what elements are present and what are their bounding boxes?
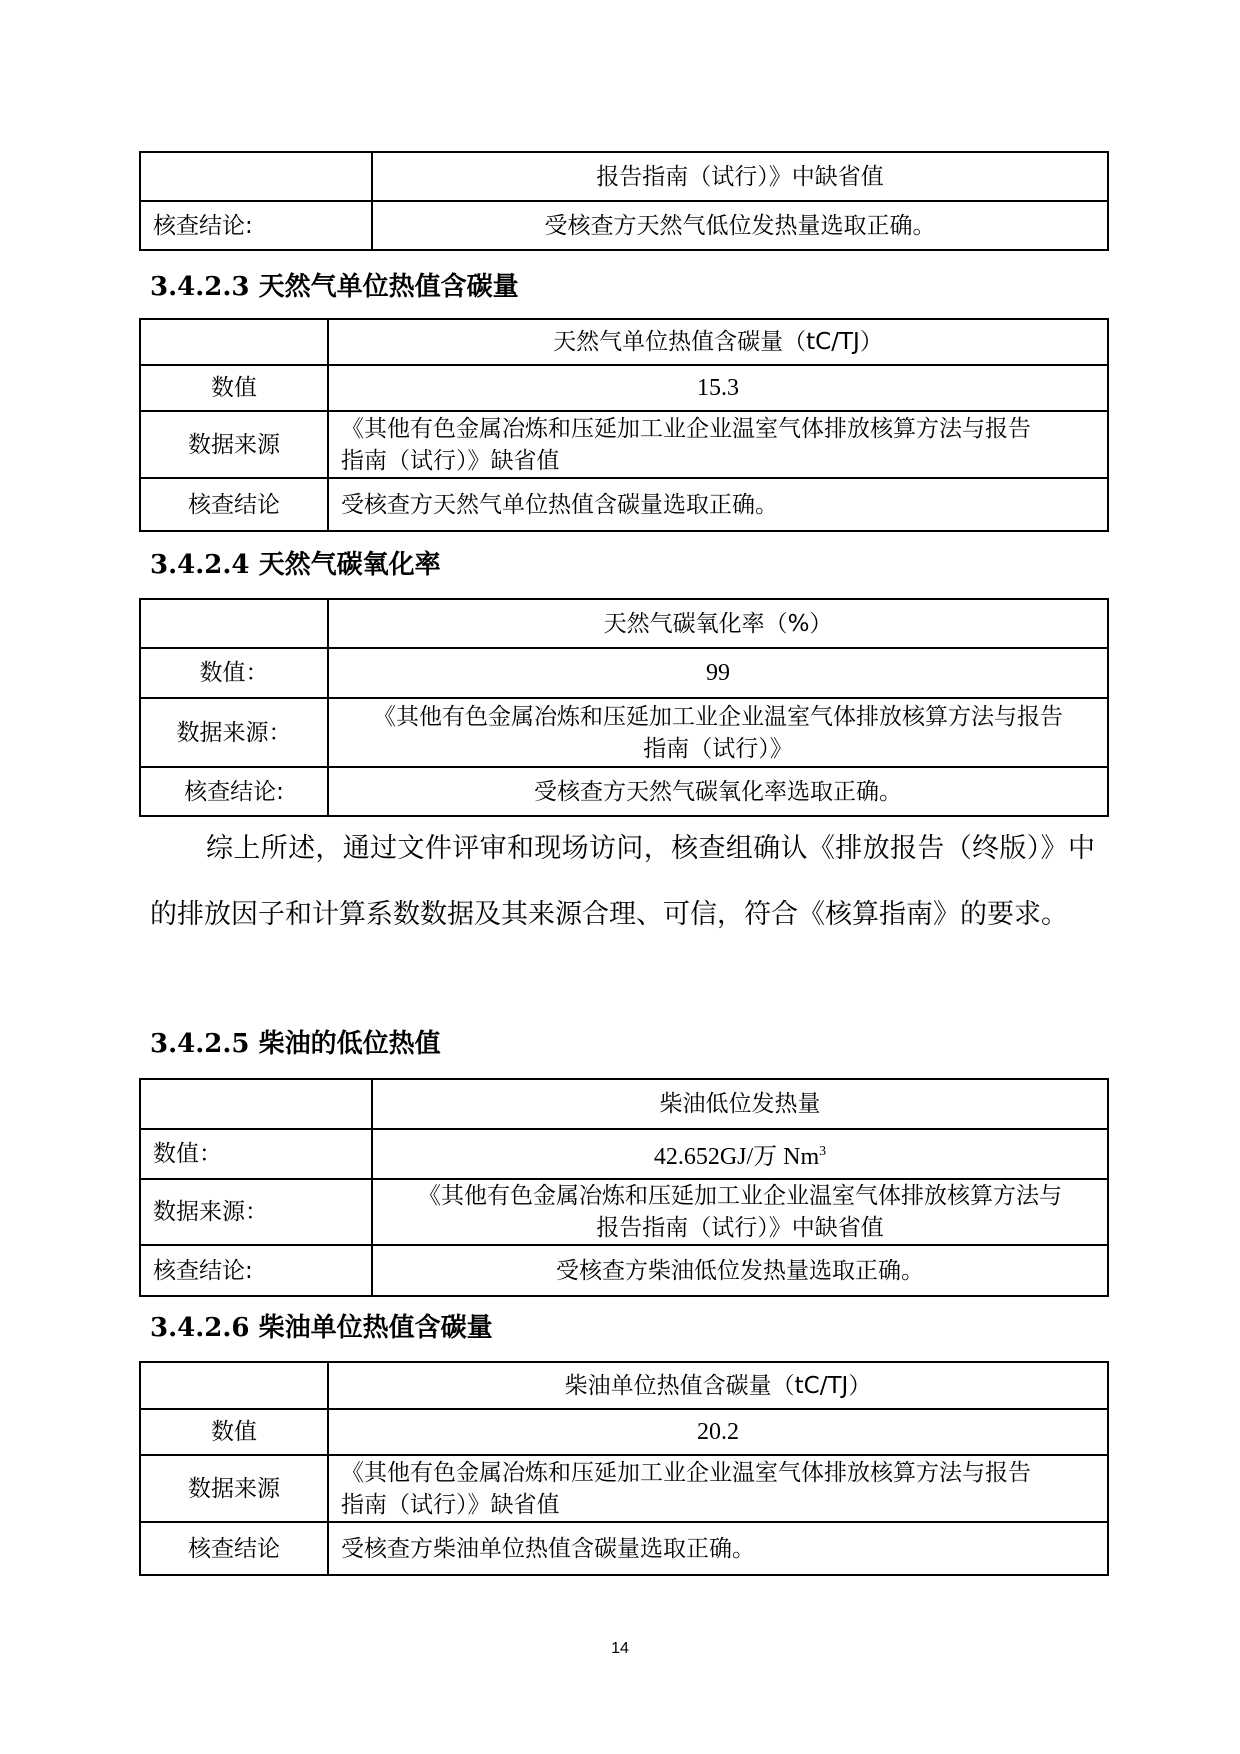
table-cell-value-label: 数值 bbox=[140, 365, 328, 411]
table-cell-value bbox=[372, 1129, 1108, 1179]
value-superscript: 3 bbox=[819, 1143, 827, 1159]
table-header: 天然气碳氧化率（%） bbox=[328, 599, 1108, 648]
table-cell-empty bbox=[140, 1079, 372, 1129]
table-cell-value-label: 数值 bbox=[140, 1409, 328, 1455]
source-line: 《其他有色金属冶炼和压延加工业企业温室气体排放核算方法与报告 bbox=[341, 415, 1031, 442]
table-diesel-carbon-content bbox=[139, 1361, 1109, 1576]
table-cell-conclusion-label: 核查结论: bbox=[140, 201, 372, 250]
table-cell-source-label: 数据来源 bbox=[140, 411, 328, 478]
table-natural-gas-carbon-content bbox=[139, 318, 1109, 532]
table-diesel-ncv bbox=[139, 1078, 1109, 1297]
summary-paragraph: 综上所述，通过文件评审和现场访问，核查组确认《排放报告（终版）》中的排放因子和计算系数数据及其来源合理、可信，符合《核算指南》的要求。 bbox=[150, 833, 1095, 930]
table-header: 柴油低位发热量 bbox=[372, 1079, 1108, 1129]
table-header: 天然气单位热值含碳量（tC/TJ） bbox=[328, 319, 1108, 365]
section-heading-3-4-2-3: 3.4.2.3 天然气单位热值含碳量 bbox=[150, 272, 519, 302]
table-cell-empty bbox=[140, 152, 372, 201]
table-header: 柴油单位热值含碳量（tC/TJ） bbox=[328, 1362, 1108, 1409]
source-line: 指南（试行）》缺省值 bbox=[341, 1491, 560, 1518]
table-cell-conclusion: 受核查方天然气低位发热量选取正确。 bbox=[372, 201, 1108, 250]
table-cell-conclusion-label: 核查结论 bbox=[140, 478, 328, 531]
source-line: 报告指南（试行）》中缺省值 bbox=[596, 1215, 884, 1241]
section-heading-3-4-2-6: 3.4.2.6 柴油单位热值含碳量 bbox=[150, 1313, 493, 1343]
page-number: 14 bbox=[611, 1640, 629, 1657]
table-cell-source bbox=[328, 1455, 1108, 1522]
table-cell-source-label: 数据来源 bbox=[140, 1455, 328, 1522]
source-line: 《其他有色金属冶炼和压延加工业企业温室气体排放核算方法与报告 bbox=[341, 1459, 1031, 1486]
table-cell-value: 20.2 bbox=[328, 1409, 1108, 1455]
table-cell-source-label: 数据来源： bbox=[140, 1179, 372, 1245]
table-cell-conclusion: 受核查方天然气碳氧化率选取正确。 bbox=[328, 767, 1108, 816]
source-line: 《其他有色金属冶炼和压延加工业企业温室气体排放核算方法与报告 bbox=[373, 703, 1063, 730]
table-natural-gas-oxidation-rate bbox=[139, 598, 1109, 817]
table-cell-conclusion: 受核查方柴油单位热值含碳量选取正确。 bbox=[328, 1522, 1108, 1575]
table-cell-value-label: 数值： bbox=[140, 648, 328, 698]
table-cell-conclusion-label: 核查结论: bbox=[140, 1245, 372, 1296]
section-heading-3-4-2-4: 3.4.2.4 天然气碳氧化率 bbox=[150, 550, 441, 580]
table-cell-empty bbox=[140, 1362, 328, 1409]
section-heading-3-4-2-5: 3.4.2.5 柴油的低位热值 bbox=[150, 1029, 441, 1059]
value-text: 42.652GJ/万 Nm bbox=[653, 1143, 820, 1170]
table-natural-gas-ncv-continued bbox=[139, 151, 1109, 251]
table-cell-conclusion-label: 核查结论: bbox=[140, 767, 328, 816]
table-cell-source bbox=[372, 1179, 1108, 1245]
source-line: 指南（试行）》缺省值 bbox=[341, 447, 560, 474]
source-line: 《其他有色金属冶炼和压延加工业企业温室气体排放核算方法与 bbox=[418, 1183, 1062, 1209]
table-cell-source-cont: 报告指南（试行）》中缺省值 bbox=[372, 152, 1108, 201]
source-line: 指南（试行）》 bbox=[643, 735, 793, 762]
table-cell-conclusion-label: 核查结论 bbox=[140, 1522, 328, 1575]
table-cell-empty bbox=[140, 319, 328, 365]
table-cell-conclusion: 受核查方天然气单位热值含碳量选取正确。 bbox=[328, 478, 1108, 531]
table-cell-value: 15.3 bbox=[328, 365, 1108, 411]
table-cell-conclusion: 受核查方柴油低位发热量选取正确。 bbox=[372, 1245, 1108, 1296]
table-cell-empty bbox=[140, 599, 328, 648]
table-cell-value-label: 数值： bbox=[140, 1129, 372, 1179]
table-cell-source bbox=[328, 411, 1108, 478]
table-cell-source bbox=[328, 698, 1108, 767]
table-cell-value: 99 bbox=[328, 648, 1108, 698]
table-cell-source-label: 数据来源： bbox=[140, 698, 328, 767]
